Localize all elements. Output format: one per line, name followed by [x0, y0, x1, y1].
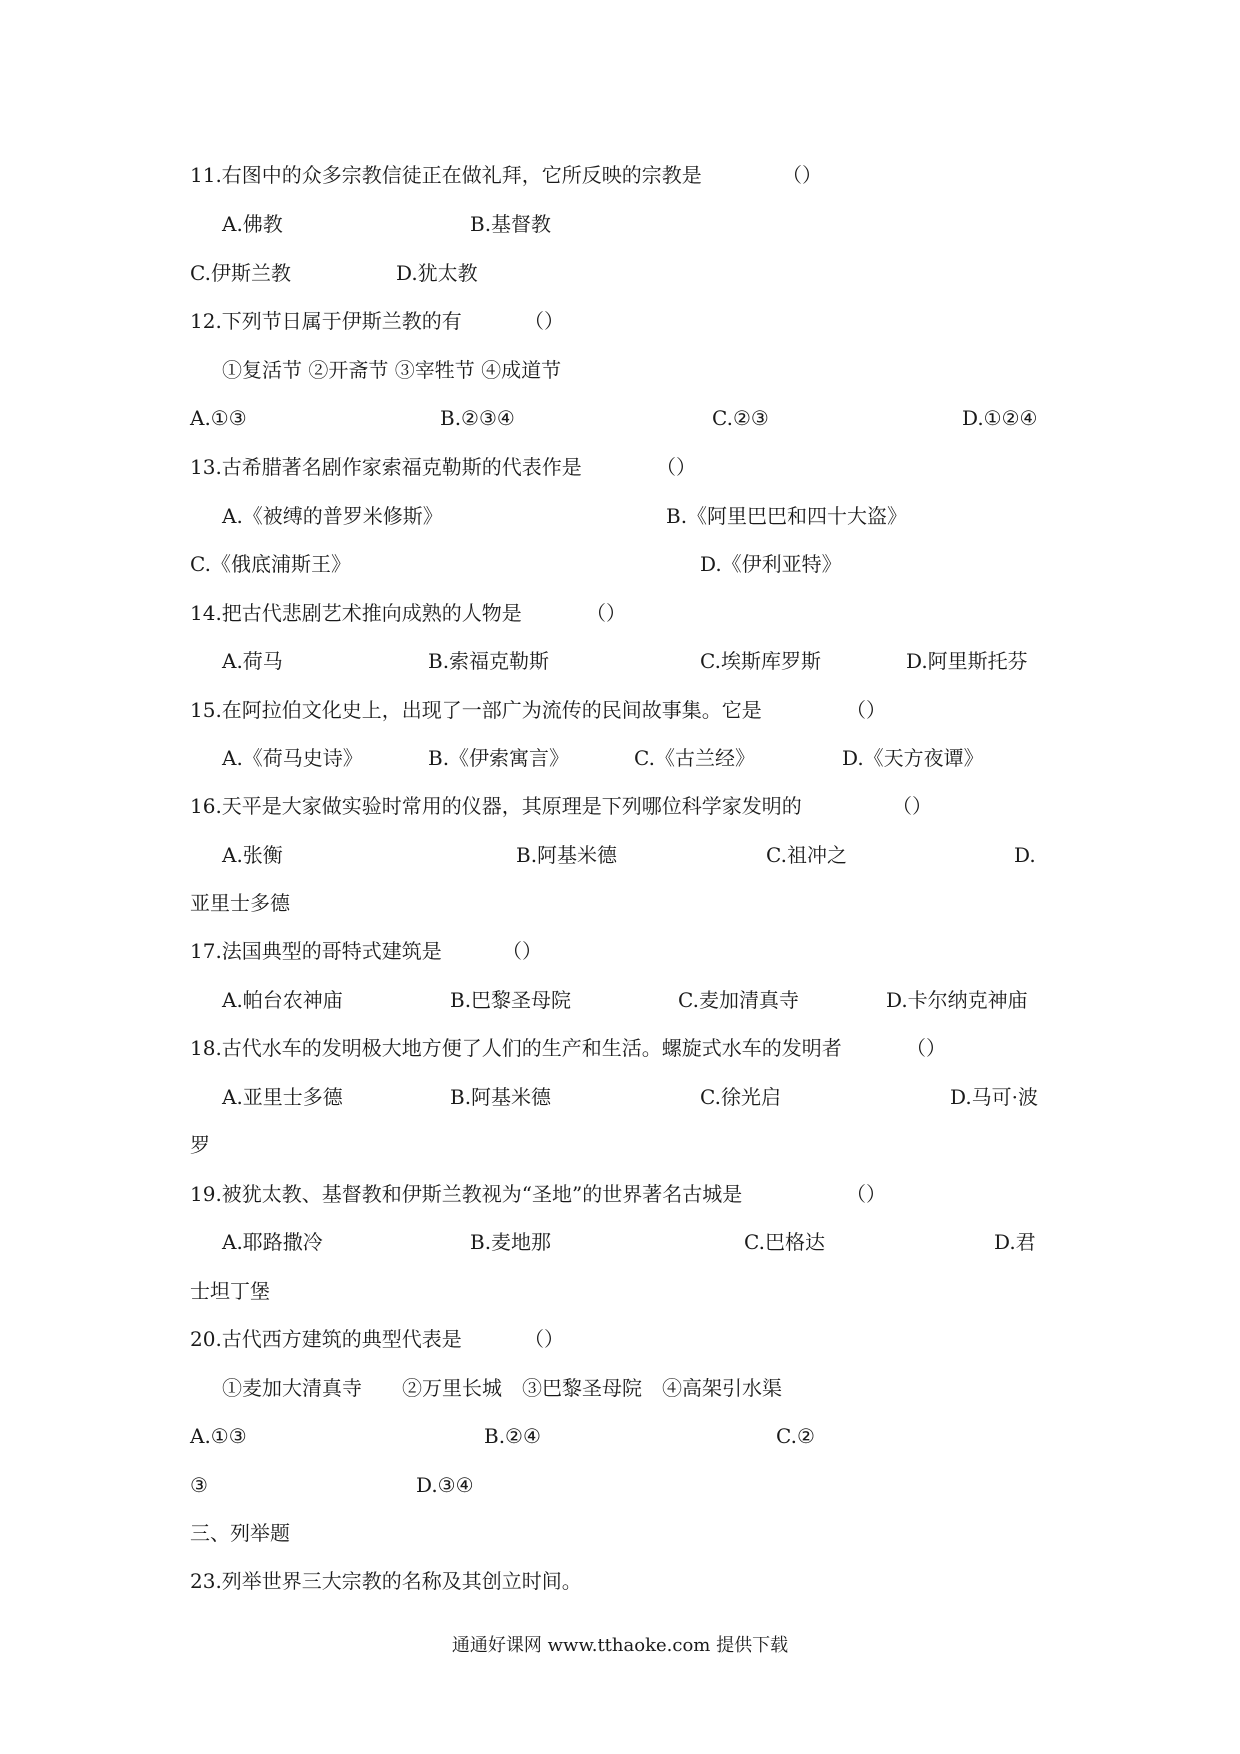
- q12-option-a: A.①③: [190, 406, 247, 430]
- q11-option-c: C.伊斯兰教: [190, 261, 291, 285]
- q18-paren: （）: [906, 1036, 946, 1060]
- q13-stem: 13.古希腊著名剧作家索福克勒斯的代表作是: [190, 455, 582, 479]
- q11-paren: （）: [782, 163, 822, 187]
- q20-paren: （）: [524, 1327, 564, 1351]
- q17-option-b: B.巴黎圣母院: [450, 988, 572, 1012]
- q19-paren: （）: [846, 1182, 886, 1206]
- q14-paren: （）: [586, 601, 626, 625]
- q14-option-d: D.阿里斯托芬: [906, 649, 1028, 673]
- q12-option-b: B.②③④: [440, 406, 515, 430]
- q20-items: ①麦加大清真寺 ②万里长城 ③巴黎圣母院 ④高架引水渠: [222, 1376, 782, 1400]
- q19-option-d-wrap: 士坦丁堡: [190, 1279, 270, 1303]
- q11-stem: 11.右图中的众多宗教信徒正在做礼拜，它所反映的宗教是: [190, 163, 702, 187]
- q19-option-b: B.麦地那: [470, 1230, 552, 1254]
- q19-option-d: D.君: [994, 1230, 1036, 1254]
- q11-option-b: B.基督教: [470, 212, 552, 236]
- q17-option-c: C.麦加清真寺: [678, 988, 799, 1012]
- q12-paren: （）: [524, 309, 564, 333]
- q23-stem: 23.列举世界三大宗教的名称及其创立时间。: [190, 1569, 582, 1593]
- q16-option-b: B.阿基米德: [516, 843, 618, 867]
- q15-stem: 15.在阿拉伯文化史上，出现了一部广为流传的民间故事集。它是: [190, 698, 762, 722]
- q18-option-c: C.徐光启: [700, 1085, 781, 1109]
- q14-option-b: B.索福克勒斯: [428, 649, 550, 673]
- q20-option-d: D.③④: [416, 1473, 474, 1497]
- q19-option-a: A.耶路撒冷: [222, 1230, 323, 1254]
- q15-option-a: A.《荷马史诗》: [222, 746, 363, 770]
- q11-option-a: A.佛教: [222, 212, 283, 236]
- q13-option-a: A.《被缚的普罗米修斯》: [222, 504, 443, 528]
- q20-stem: 20.古代西方建筑的典型代表是: [190, 1327, 462, 1351]
- q16-paren: （）: [892, 794, 932, 818]
- q15-option-d: D.《天方夜谭》: [842, 746, 984, 770]
- q20-option-b: B.②④: [484, 1424, 541, 1448]
- q18-option-b: B.阿基米德: [450, 1085, 552, 1109]
- q16-option-c: C.祖冲之: [766, 843, 847, 867]
- q13-option-b: B.《阿里巴巴和四十大盗》: [666, 504, 908, 528]
- q11-option-d: D.犹太教: [396, 261, 478, 285]
- q17-option-a: A.帕台农神庙: [222, 988, 343, 1012]
- q20-option-a: A.①③: [190, 1424, 247, 1448]
- q12-option-c: C.②③: [712, 406, 769, 430]
- q20-option-c: C.②: [776, 1424, 815, 1448]
- q19-option-c: C.巴格达: [744, 1230, 825, 1254]
- page-footer: 通通好课网 www.tthaoke.com 提供下载: [451, 1635, 789, 1656]
- q19-stem: 19.被犹太教、基督教和伊斯兰教视为“圣地”的世界著名古城是: [190, 1182, 743, 1206]
- q12-stem: 12.下列节日属于伊斯兰教的有: [190, 309, 462, 333]
- q12-items: ①复活节 ②开斋节 ③宰牲节 ④成道节: [222, 358, 562, 382]
- q13-paren: （）: [656, 455, 696, 479]
- q16-option-d: D.: [1014, 843, 1036, 867]
- q17-stem: 17.法国典型的哥特式建筑是: [190, 939, 442, 963]
- q14-stem: 14.把古代悲剧艺术推向成熟的人物是: [190, 601, 522, 625]
- q15-option-b: B.《伊索寓言》: [428, 746, 570, 770]
- q18-option-a: A.亚里士多德: [222, 1085, 343, 1109]
- q15-option-c: C.《古兰经》: [634, 746, 755, 770]
- q13-option-c: C.《俄底浦斯王》: [190, 552, 351, 576]
- q20-option-c-wrap: ③: [190, 1473, 208, 1497]
- q17-option-d: D.卡尔纳克神庙: [886, 988, 1028, 1012]
- q16-option-d-wrap: 亚里士多德: [190, 891, 290, 915]
- q18-option-d-wrap: 罗: [190, 1133, 210, 1157]
- q17-paren: （）: [502, 939, 542, 963]
- q14-option-a: A.荷马: [222, 649, 283, 673]
- q16-stem: 16.天平是大家做实验时常用的仪器，其原理是下列哪位科学家发明的: [190, 794, 802, 818]
- q13-option-d: D.《伊利亚特》: [700, 552, 842, 576]
- q14-option-c: C.埃斯库罗斯: [700, 649, 821, 673]
- q15-paren: （）: [846, 698, 886, 722]
- q16-option-a: A.张衡: [222, 843, 283, 867]
- q12-option-d: D.①②④: [962, 406, 1038, 430]
- q18-option-d: D.马可·波: [950, 1085, 1039, 1109]
- q18-stem: 18.古代水车的发明极大地方便了人们的生产和生活。螺旋式水车的发明者: [190, 1036, 842, 1060]
- section-heading: 三、列举题: [190, 1521, 290, 1545]
